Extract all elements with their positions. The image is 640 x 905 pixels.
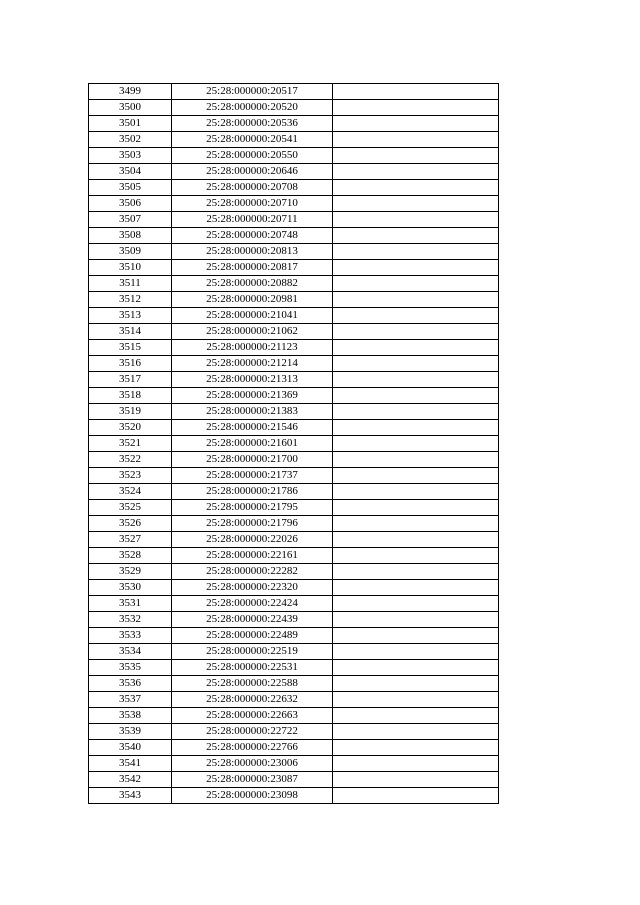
note-cell xyxy=(333,660,499,676)
row-number-cell: 3527 xyxy=(89,532,172,548)
table-row xyxy=(89,84,499,100)
table-row xyxy=(89,148,499,164)
row-number-cell: 3526 xyxy=(89,516,172,532)
table-row xyxy=(89,596,499,612)
table-row xyxy=(89,180,499,196)
cadastral-number-table xyxy=(88,83,499,804)
cadastral-number-cell: 25:28:000000:21546 xyxy=(172,420,333,436)
cadastral-number-cell: 25:28:000000:20708 xyxy=(172,180,333,196)
row-number-cell: 3519 xyxy=(89,404,172,420)
table-row xyxy=(89,340,499,356)
cadastral-number-cell: 25:28:000000:23098 xyxy=(172,788,333,804)
cadastral-number-cell: 25:28:000000:20520 xyxy=(172,100,333,116)
table-row xyxy=(89,548,499,564)
row-number-cell: 3543 xyxy=(89,788,172,804)
table-row xyxy=(89,660,499,676)
row-number-cell: 3499 xyxy=(89,84,172,100)
note-cell xyxy=(333,244,499,260)
note-cell xyxy=(333,676,499,692)
note-cell xyxy=(333,788,499,804)
note-cell xyxy=(333,292,499,308)
row-number-cell: 3508 xyxy=(89,228,172,244)
cadastral-number-cell: 25:28:000000:22663 xyxy=(172,708,333,724)
table-row xyxy=(89,164,499,180)
note-cell xyxy=(333,308,499,324)
cadastral-number-cell: 25:28:000000:23087 xyxy=(172,772,333,788)
note-cell xyxy=(333,260,499,276)
table-row xyxy=(89,580,499,596)
cadastral-number-cell: 25:28:000000:22531 xyxy=(172,660,333,676)
note-cell xyxy=(333,772,499,788)
row-number-cell: 3501 xyxy=(89,116,172,132)
note-cell xyxy=(333,564,499,580)
table-row xyxy=(89,612,499,628)
row-number-cell: 3522 xyxy=(89,452,172,468)
table-row xyxy=(89,100,499,116)
cadastral-number-cell: 25:28:000000:20646 xyxy=(172,164,333,180)
cadastral-number-cell: 25:28:000000:22161 xyxy=(172,548,333,564)
note-cell xyxy=(333,324,499,340)
row-number-cell: 3523 xyxy=(89,468,172,484)
table-row xyxy=(89,468,499,484)
table-row xyxy=(89,404,499,420)
row-number-cell: 3536 xyxy=(89,676,172,692)
table-body xyxy=(89,84,499,804)
table-row xyxy=(89,708,499,724)
cadastral-number-cell: 25:28:000000:21786 xyxy=(172,484,333,500)
table-row xyxy=(89,196,499,212)
row-number-cell: 3515 xyxy=(89,340,172,356)
table-row xyxy=(89,308,499,324)
note-cell xyxy=(333,596,499,612)
row-number-cell: 3521 xyxy=(89,436,172,452)
note-cell xyxy=(333,580,499,596)
row-number-cell: 3530 xyxy=(89,580,172,596)
cadastral-number-cell: 25:28:000000:22519 xyxy=(172,644,333,660)
row-number-cell: 3541 xyxy=(89,756,172,772)
cadastral-number-cell: 25:28:000000:20813 xyxy=(172,244,333,260)
cadastral-number-cell: 25:28:000000:21062 xyxy=(172,324,333,340)
note-cell xyxy=(333,516,499,532)
note-cell xyxy=(333,708,499,724)
row-number-cell: 3529 xyxy=(89,564,172,580)
cadastral-number-cell: 25:28:000000:22282 xyxy=(172,564,333,580)
row-number-cell: 3520 xyxy=(89,420,172,436)
cadastral-number-cell: 25:28:000000:21214 xyxy=(172,356,333,372)
row-number-cell: 3528 xyxy=(89,548,172,564)
note-cell xyxy=(333,756,499,772)
table-row xyxy=(89,132,499,148)
note-cell xyxy=(333,388,499,404)
table-row xyxy=(89,740,499,756)
row-number-cell: 3531 xyxy=(89,596,172,612)
table-row xyxy=(89,516,499,532)
note-cell xyxy=(333,468,499,484)
cadastral-number-cell: 25:28:000000:22424 xyxy=(172,596,333,612)
row-number-cell: 3513 xyxy=(89,308,172,324)
note-cell xyxy=(333,100,499,116)
row-number-cell: 3512 xyxy=(89,292,172,308)
note-cell xyxy=(333,340,499,356)
row-number-cell: 3502 xyxy=(89,132,172,148)
note-cell xyxy=(333,196,499,212)
cadastral-number-cell: 25:28:000000:22026 xyxy=(172,532,333,548)
table-row xyxy=(89,756,499,772)
row-number-cell: 3511 xyxy=(89,276,172,292)
cadastral-number-cell: 25:28:000000:22766 xyxy=(172,740,333,756)
table-row xyxy=(89,564,499,580)
note-cell xyxy=(333,628,499,644)
note-cell xyxy=(333,484,499,500)
cadastral-number-cell: 25:28:000000:21796 xyxy=(172,516,333,532)
note-cell xyxy=(333,692,499,708)
note-cell xyxy=(333,740,499,756)
table-row xyxy=(89,420,499,436)
row-number-cell: 3505 xyxy=(89,180,172,196)
row-number-cell: 3534 xyxy=(89,644,172,660)
cadastral-number-cell: 25:28:000000:20711 xyxy=(172,212,333,228)
row-number-cell: 3525 xyxy=(89,500,172,516)
note-cell xyxy=(333,420,499,436)
cadastral-number-cell: 25:28:000000:20882 xyxy=(172,276,333,292)
note-cell xyxy=(333,212,499,228)
row-number-cell: 3506 xyxy=(89,196,172,212)
cadastral-number-cell: 25:28:000000:23006 xyxy=(172,756,333,772)
table-row xyxy=(89,356,499,372)
note-cell xyxy=(333,452,499,468)
note-cell xyxy=(333,372,499,388)
note-cell xyxy=(333,532,499,548)
table-row xyxy=(89,260,499,276)
cadastral-number-cell: 25:28:000000:21737 xyxy=(172,468,333,484)
row-number-cell: 3540 xyxy=(89,740,172,756)
table-row xyxy=(89,500,499,516)
table-row xyxy=(89,372,499,388)
cadastral-number-cell: 25:28:000000:22489 xyxy=(172,628,333,644)
cadastral-number-cell: 25:28:000000:21313 xyxy=(172,372,333,388)
note-cell xyxy=(333,548,499,564)
row-number-cell: 3537 xyxy=(89,692,172,708)
table-row xyxy=(89,628,499,644)
table-row xyxy=(89,244,499,260)
table-row xyxy=(89,388,499,404)
cadastral-number-cell: 25:28:000000:20748 xyxy=(172,228,333,244)
note-cell xyxy=(333,612,499,628)
cadastral-number-cell: 25:28:000000:20817 xyxy=(172,260,333,276)
table-row xyxy=(89,116,499,132)
table-row xyxy=(89,452,499,468)
row-number-cell: 3532 xyxy=(89,612,172,628)
note-cell xyxy=(333,116,499,132)
table-row xyxy=(89,324,499,340)
row-number-cell: 3535 xyxy=(89,660,172,676)
note-cell xyxy=(333,148,499,164)
cadastral-number-cell: 25:28:000000:20710 xyxy=(172,196,333,212)
note-cell xyxy=(333,164,499,180)
row-number-cell: 3514 xyxy=(89,324,172,340)
cadastral-number-cell: 25:28:000000:21041 xyxy=(172,308,333,324)
note-cell xyxy=(333,500,499,516)
note-cell xyxy=(333,132,499,148)
row-number-cell: 3516 xyxy=(89,356,172,372)
row-number-cell: 3518 xyxy=(89,388,172,404)
cadastral-number-cell: 25:28:000000:21601 xyxy=(172,436,333,452)
note-cell xyxy=(333,228,499,244)
table-row xyxy=(89,212,499,228)
row-number-cell: 3517 xyxy=(89,372,172,388)
table-row xyxy=(89,676,499,692)
row-number-cell: 3542 xyxy=(89,772,172,788)
cadastral-number-cell: 25:28:000000:21795 xyxy=(172,500,333,516)
table-row xyxy=(89,228,499,244)
cadastral-number-cell: 25:28:000000:20541 xyxy=(172,132,333,148)
note-cell xyxy=(333,356,499,372)
cadastral-number-cell: 25:28:000000:20517 xyxy=(172,84,333,100)
row-number-cell: 3533 xyxy=(89,628,172,644)
cadastral-number-cell: 25:28:000000:20550 xyxy=(172,148,333,164)
note-cell xyxy=(333,276,499,292)
row-number-cell: 3500 xyxy=(89,100,172,116)
table-row xyxy=(89,276,499,292)
note-cell xyxy=(333,84,499,100)
table-row xyxy=(89,772,499,788)
row-number-cell: 3507 xyxy=(89,212,172,228)
row-number-cell: 3503 xyxy=(89,148,172,164)
note-cell xyxy=(333,724,499,740)
note-cell xyxy=(333,436,499,452)
row-number-cell: 3524 xyxy=(89,484,172,500)
table-row xyxy=(89,532,499,548)
table-row xyxy=(89,788,499,804)
cadastral-number-cell: 25:28:000000:22722 xyxy=(172,724,333,740)
table-row xyxy=(89,692,499,708)
cadastral-number-cell: 25:28:000000:21700 xyxy=(172,452,333,468)
cadastral-number-cell: 25:28:000000:22588 xyxy=(172,676,333,692)
row-number-cell: 3538 xyxy=(89,708,172,724)
cadastral-number-cell: 25:28:000000:22439 xyxy=(172,612,333,628)
table-row xyxy=(89,724,499,740)
cadastral-number-cell: 25:28:000000:21383 xyxy=(172,404,333,420)
table-row xyxy=(89,484,499,500)
cadastral-number-cell: 25:28:000000:21123 xyxy=(172,340,333,356)
row-number-cell: 3510 xyxy=(89,260,172,276)
row-number-cell: 3504 xyxy=(89,164,172,180)
cadastral-number-cell: 25:28:000000:22632 xyxy=(172,692,333,708)
note-cell xyxy=(333,644,499,660)
table-row xyxy=(89,292,499,308)
table-row xyxy=(89,644,499,660)
row-number-cell: 3539 xyxy=(89,724,172,740)
table-row xyxy=(89,436,499,452)
note-cell xyxy=(333,180,499,196)
cadastral-number-cell: 25:28:000000:21369 xyxy=(172,388,333,404)
cadastral-number-cell: 25:28:000000:20536 xyxy=(172,116,333,132)
cadastral-number-cell: 25:28:000000:22320 xyxy=(172,580,333,596)
note-cell xyxy=(333,404,499,420)
cadastral-number-cell: 25:28:000000:20981 xyxy=(172,292,333,308)
row-number-cell: 3509 xyxy=(89,244,172,260)
